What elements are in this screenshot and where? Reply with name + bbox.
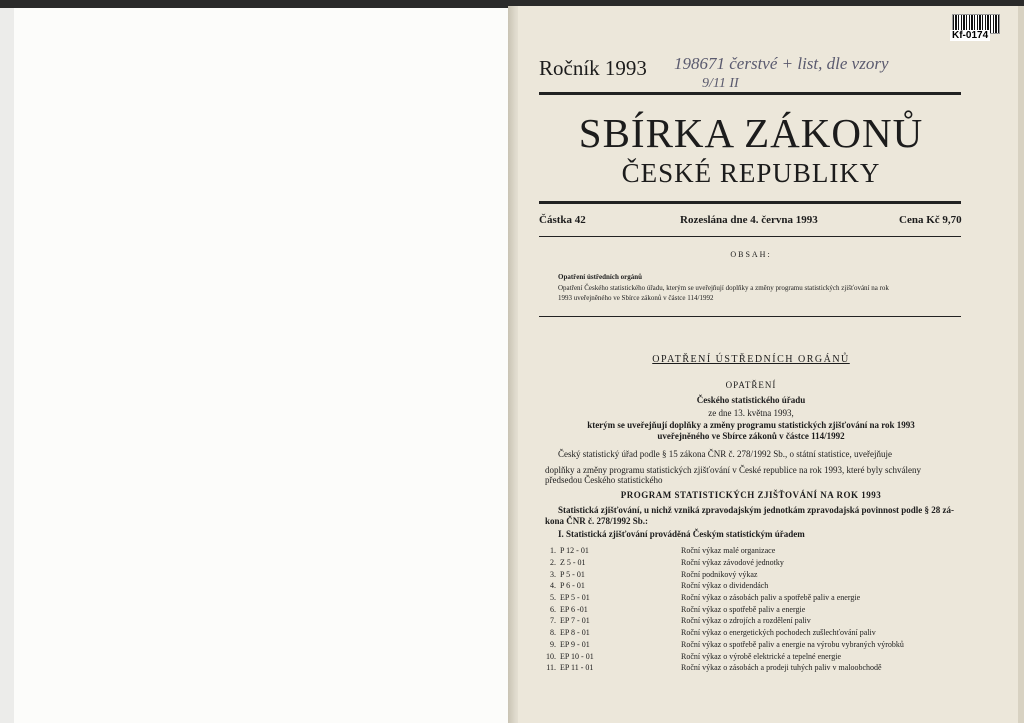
item-code: EP 11 - 01 (560, 663, 594, 673)
header-rule-top (539, 92, 961, 95)
item-description: Roční výkaz závodové jednotky (681, 558, 784, 568)
paragraph-1: Český statistický úřad podle § 15 zákona ČNR č. 278/1992 Sb., o státní statistice, uveřejňuje (558, 449, 892, 459)
paragraph-2: doplňky a změny programu statistických zjišťování v České republice na rok 1993, které byly schváleny (545, 465, 921, 475)
handwritten-note-2: 9/11 II (702, 76, 739, 91)
item-code: EP 8 - 01 (560, 628, 590, 638)
right-page (518, 6, 1018, 723)
item-description: Roční výkaz malé organizace (681, 546, 776, 556)
item-code: EP 10 - 01 (560, 651, 594, 661)
item-code: P 6 - 01 (560, 581, 585, 591)
list-item (542, 580, 904, 592)
program-intro-2: kona ČNR č. 278/1992 Sb.: (545, 516, 649, 526)
handwritten-note: 198671 čerstvé + list, dle vzory (674, 54, 889, 73)
item-code: EP 9 - 01 (560, 639, 590, 649)
item-number: 9. (550, 639, 556, 649)
item-description: Roční výkaz o dividendách (681, 581, 769, 591)
item-description: Roční výkaz o spotřebě paliv a energie na výrobu vybraných výrobků (681, 639, 904, 649)
right-page-edge (1018, 6, 1024, 723)
list-item (542, 639, 904, 651)
item-number: 4. (550, 581, 556, 591)
item-description: Roční výkaz o zásobách a prodeji tuhých paliv v maloobchodě (681, 663, 882, 673)
item-description: Roční výkaz o zdrojích a rozdělení paliv (681, 616, 811, 626)
item-number: 5. (550, 593, 556, 603)
section-heading: OPATŘENÍ ÚSTŘEDNÍCH ORGÁNŮ (652, 354, 850, 365)
item-description: Roční výkaz o energetických pochodech zušlechťování paliv (681, 628, 876, 638)
item-code: EP 7 - 01 (560, 616, 590, 626)
item-code: EP 5 - 01 (560, 593, 590, 603)
paragraph-3: předsedou Českého statistického (545, 475, 663, 485)
volume-year: Ročník 1993 (539, 56, 647, 80)
item-code: EP 6 -01 (560, 604, 588, 614)
program-heading: PROGRAM STATISTICKÝCH ZJIŠŤOVÁNÍ NA ROK 1993 (620, 490, 882, 500)
meta-rule (539, 236, 961, 237)
item-description: Roční výkaz o výrobě elektrické a tepelné energie (681, 651, 842, 661)
document-subject-2: uveřejněného ve Sbírce zákonů v částce 114/1992 (657, 431, 845, 441)
barcode-label: Kf-0174 (952, 30, 989, 41)
item-number: 2. (550, 558, 556, 568)
item-description: Roční podnikový výkaz (681, 569, 758, 579)
document-issuer: Českého statistického úřadu (696, 395, 806, 405)
item-code: P 12 - 01 (560, 546, 589, 556)
contents-item-text-2: 1993 uveřejněného ve Sbírce zákonů v částce 114/1992 (558, 294, 714, 302)
item-code: Z 5 - 01 (560, 558, 586, 568)
list-item (542, 592, 904, 604)
program-group-heading: I. Statistická zjišťování prováděná Českým statistickým úřadem (558, 529, 805, 539)
list-item (542, 650, 904, 662)
list-item (542, 603, 904, 615)
item-description: Roční výkaz o zásobách paliv a spotřebě paliv a energie (681, 593, 861, 603)
document-subject: kterým se uveřejňují doplňky a změny programu statistických zjišťování na rok 1993 (587, 420, 915, 430)
document-title: OPATŘENÍ (725, 380, 777, 390)
contents-rule (539, 316, 961, 317)
left-page-edge (0, 8, 14, 723)
issue-price: Cena Kč 9,70 (899, 214, 962, 226)
document-date: ze dne 13. května 1993, (708, 408, 794, 418)
item-code: P 5 - 01 (560, 569, 585, 579)
item-number: 6. (550, 604, 556, 614)
list-item (542, 568, 904, 580)
list-item (542, 557, 904, 569)
survey-list (542, 545, 904, 674)
item-number: 7. (550, 616, 556, 626)
contents-item-title: Opatření ústředních orgánů (558, 273, 643, 281)
masthead-title: SBÍRKA ZÁKONŮ (578, 110, 924, 156)
item-number: 1. (550, 546, 556, 556)
list-item (542, 615, 904, 627)
list-item (542, 545, 904, 557)
item-number: 11. (546, 663, 556, 673)
item-number: 3. (550, 569, 556, 579)
item-description: Roční výkaz o spotřebě paliv a energie (681, 604, 806, 614)
issue-date: Rozeslána dne 4. června 1993 (680, 214, 818, 226)
left-blank-page (0, 8, 510, 723)
header-rule-bottom (539, 201, 961, 204)
item-number: 10. (546, 651, 556, 661)
list-item (542, 627, 904, 639)
contents-item-text: Opatření Českého statistického úřadu, kterým se uveřejňují doplňky a změny programu statistických zjišťování na rok (558, 284, 889, 292)
list-item (542, 662, 904, 674)
issue-number: Částka 42 (539, 214, 586, 226)
masthead-subtitle: ČESKÉ REPUBLIKY (621, 158, 881, 188)
program-intro: Statistická zjišťování, u nichž vzniká zpravodajským jednotkám zpravodajská povinnost podle § 28 zá- (558, 505, 954, 515)
item-number: 8. (550, 628, 556, 638)
contents-heading: OBSAH: (730, 250, 772, 259)
